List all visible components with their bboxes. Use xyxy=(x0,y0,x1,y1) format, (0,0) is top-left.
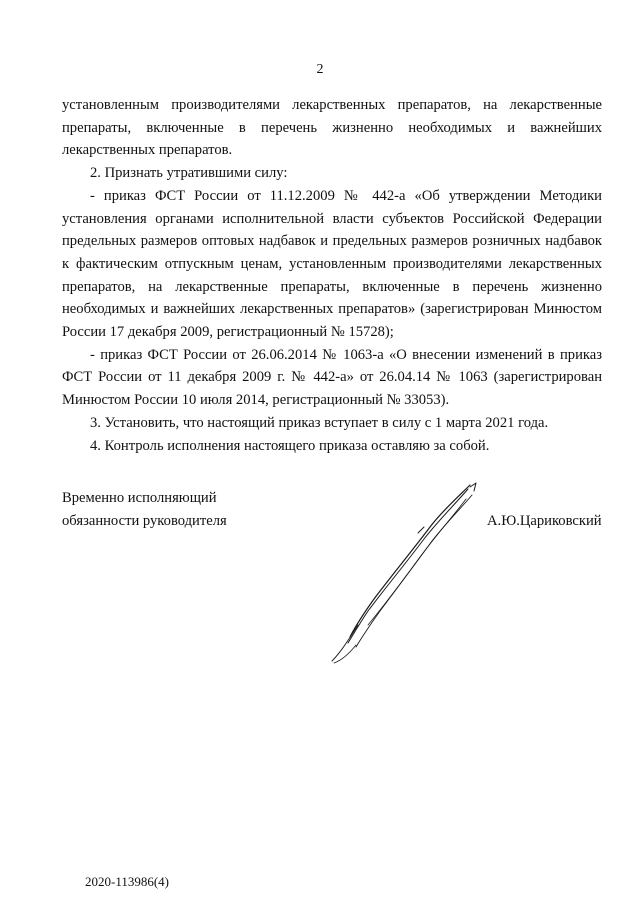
paragraph-continuation: установленным производителями лекарственных препаратов, на лекарственные препараты, включенные в перечень жизненно необходимых и важнейших лекарственных препаратов. xyxy=(62,97,602,159)
document-body xyxy=(62,94,602,457)
paragraph-item-4: 4. Контроль исполнения настоящего приказа оставляю за собой. xyxy=(90,437,490,454)
signatory-position xyxy=(62,487,227,532)
signatory-position-line2: обязанности руководителя xyxy=(62,512,227,529)
document-code: 2020-113986(4) xyxy=(85,874,170,889)
paragraph-item-2: 2. Признать утратившими силу: xyxy=(90,165,288,182)
paragraph-order-442a: - приказ ФСТ России от 11.12.2009 № 442-а «Об утверждении Методики установления органами исполнительной власти субъектов Российской Федерации предельных размеров оптовых надбавок и предельных размеров розничных надбавок к фактическим отпускным ценам, установленным производителями лекарственных препаратов, на лекарственные препараты, включенные в перечень жизненно необходимых и важнейших лекарственных препаратов» (зарегистрирован Минюстом России 17 декабря 2009, регистрационный № 15728); xyxy=(62,187,602,341)
paragraph-order-1063a: - приказ ФСТ России от 26.06.2014 № 1063-а «О внесении изменений в приказ ФСТ России от 11 декабря 2009 г. № 442-а» от 26.04.14 № 1063 (зарегистрирован Минюстом России 10 июля 2014, регистрационный № 33053). xyxy=(62,346,602,409)
signatory-position-line1: Временно исполняющий xyxy=(62,490,217,506)
page-number: 2 xyxy=(316,62,324,77)
handwritten-signature xyxy=(320,475,490,665)
paragraph-item-3: 3. Установить, что настоящий приказ вступает в силу с 1 марта 2021 года. xyxy=(90,414,549,431)
signatory-name: А.Ю.Цариковский xyxy=(487,513,602,529)
